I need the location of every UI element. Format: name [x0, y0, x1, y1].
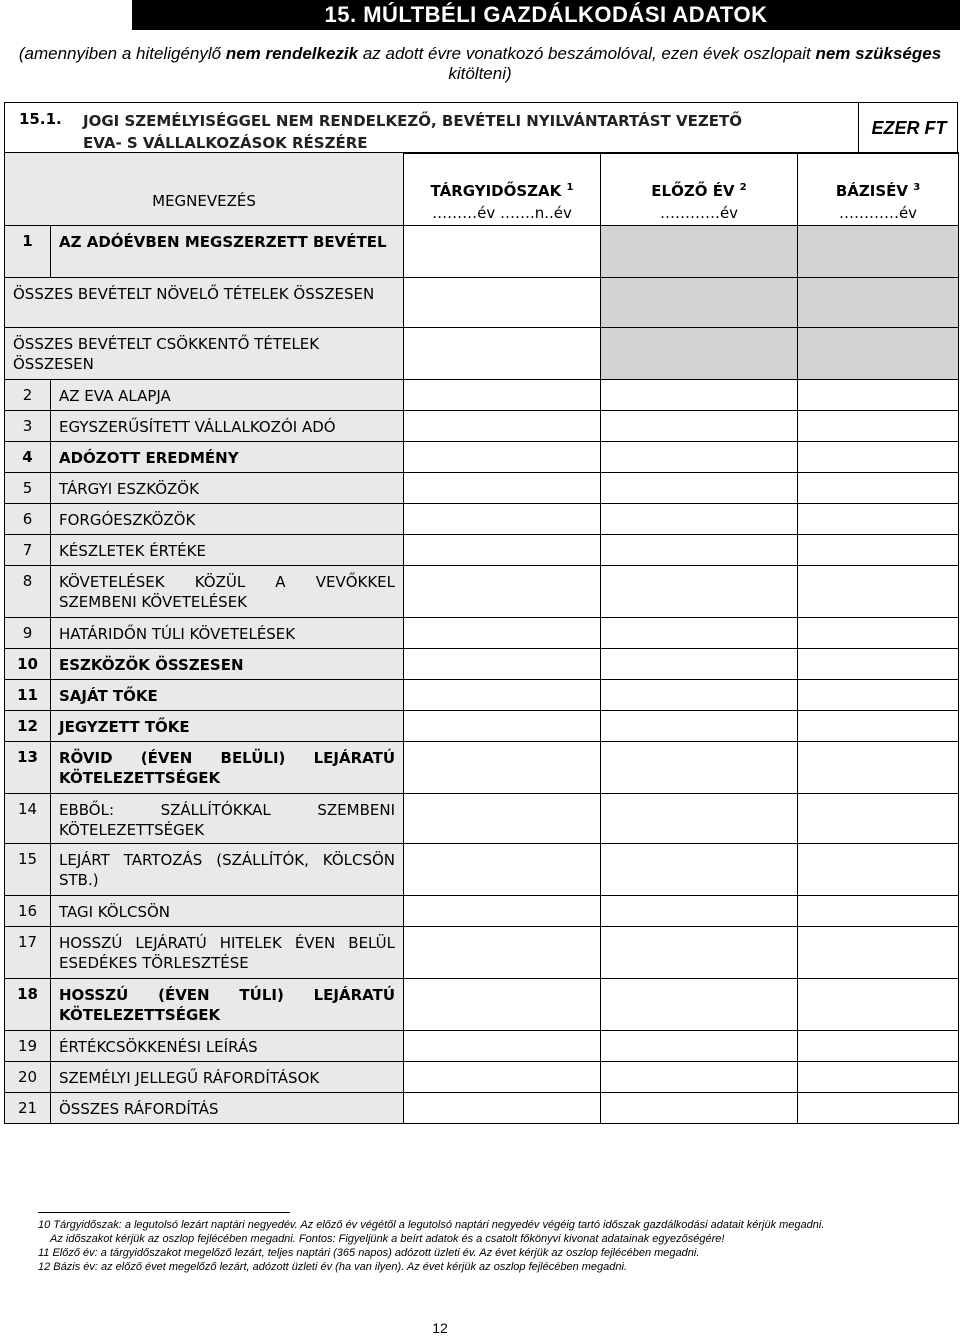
cell-baziser[interactable] [798, 328, 959, 380]
cell-elozo-ev[interactable] [601, 927, 798, 979]
cell-elozo-ev[interactable] [601, 618, 798, 649]
footnote-2: 11 Előző év: a tárgyidőszakot megelőző lezárt, teljes naptári (365 napos) adózott üzleti év. Az évet kérjük az oszlop fejlécében megadni. [38, 1247, 700, 1259]
cell-baziser[interactable] [798, 1062, 959, 1093]
section-title-line-1: JOGI SZEMÉLYISÉGGEL NEM RENDELKEZŐ, BEVÉTELI NYILVÁNTARTÁST VEZETŐ [83, 112, 742, 130]
row-number: 9 [5, 618, 51, 649]
cell-targyidoszak[interactable] [404, 618, 601, 649]
table-row [5, 649, 959, 680]
row-label: ÉRTÉKCSÖKKENÉSI LEÍRÁS [51, 1031, 404, 1062]
cell-elozo-ev[interactable] [601, 411, 798, 442]
col-header-baziser [798, 153, 959, 226]
cell-baziser[interactable] [798, 927, 959, 979]
cell-elozo-ev[interactable] [601, 680, 798, 711]
table-row [5, 328, 959, 380]
cell-elozo-ev[interactable] [601, 794, 798, 844]
cell-baziser[interactable] [798, 794, 959, 844]
cell-targyidoszak[interactable] [404, 794, 601, 844]
cell-baziser[interactable] [798, 504, 959, 535]
cell-targyidoszak[interactable] [404, 278, 601, 328]
row-number: 15 [5, 844, 51, 896]
cell-baziser[interactable] [798, 226, 959, 278]
cell-elozo-ev[interactable] [601, 979, 798, 1031]
row-label: HOSSZÚ LEJÁRATÚ HITELEK ÉVEN BELÜL ESEDÉKES TÖRLESZTÉSE [51, 927, 404, 979]
cell-targyidoszak[interactable] [404, 380, 601, 411]
table-row [5, 1031, 959, 1062]
col-header-elozo-ev [601, 153, 798, 226]
unit-label: EZER FT [858, 103, 959, 153]
footnote-rule [38, 1212, 290, 1213]
cell-targyidoszak[interactable] [404, 473, 601, 504]
cell-baziser[interactable] [798, 1031, 959, 1062]
cell-targyidoszak[interactable] [404, 649, 601, 680]
row-number: 16 [5, 896, 51, 927]
cell-elozo-ev[interactable] [601, 1093, 798, 1124]
page-title: 15. MÚLTBÉLI GAZDÁLKODÁSI ADATOK [132, 0, 960, 30]
cell-baziser[interactable] [798, 979, 959, 1031]
section-header [4, 102, 958, 154]
table-row [5, 226, 959, 278]
row-label: ÖSSZES BEVÉTELT NÖVELŐ TÉTELEK ÖSSZESEN [5, 278, 404, 328]
col3-period[interactable]: …………év [838, 204, 918, 222]
table-row [5, 618, 959, 649]
cell-baziser[interactable] [798, 442, 959, 473]
cell-targyidoszak[interactable] [404, 566, 601, 618]
row-label: HATÁRIDŐN TÚLI KÖVETELÉSEK [51, 618, 404, 649]
cell-targyidoszak[interactable] [404, 535, 601, 566]
col1-footnote-ref: 1 [566, 182, 574, 193]
cell-baziser[interactable] [798, 278, 959, 328]
cell-elozo-ev[interactable] [601, 649, 798, 680]
row-label: SAJÁT TŐKE [51, 680, 404, 711]
row-label: TAGI KÖLCSÖN [51, 896, 404, 927]
row-number: 10 [5, 649, 51, 680]
col1-title: TÁRGYIDŐSZAK [430, 182, 562, 200]
cell-targyidoszak[interactable] [404, 442, 601, 473]
cell-targyidoszak[interactable] [404, 411, 601, 442]
footnote-1-cont: Az időszakot kérjük az oszlop fejlécében megadni. Fontos: Figyeljünk a beírt adatok és a csatolt főkönyvi kivonat adatainak egyezőségére! [50, 1233, 725, 1245]
row-number: 18 [5, 979, 51, 1031]
row-label: ESZKÖZÖK ÖSSZESEN [51, 649, 404, 680]
row-number: 14 [5, 794, 51, 844]
row-number: 6 [5, 504, 51, 535]
row-label: FORGÓESZKÖZÖK [51, 504, 404, 535]
cell-elozo-ev[interactable] [601, 566, 798, 618]
cell-baziser[interactable] [798, 618, 959, 649]
section-number: 15.1. [19, 110, 62, 128]
table-row [5, 442, 959, 473]
row-number: 17 [5, 927, 51, 979]
row-label: LEJÁRT TARTOZÁS (SZÁLLÍTÓK, KÖLCSÖN STB.) [51, 844, 404, 896]
col3-title: BÁZISÉV [835, 182, 908, 200]
cell-elozo-ev[interactable] [601, 278, 798, 328]
cell-targyidoszak[interactable] [404, 844, 601, 896]
cell-targyidoszak[interactable] [404, 896, 601, 927]
footnotes [38, 1218, 958, 1274]
table-row [5, 278, 959, 328]
cell-elozo-ev[interactable] [601, 473, 798, 504]
cell-elozo-ev[interactable] [601, 844, 798, 896]
subtitle-bold-2: nem szükséges [815, 44, 942, 63]
cell-elozo-ev[interactable] [601, 442, 798, 473]
table-row [5, 711, 959, 742]
row-number: 21 [5, 1093, 51, 1124]
footnote-1: 10 Tárgyidőszak: a legutolsó lezárt naptári negyedév. Az előző év végétől a legutolsó naptári negyedév végéig tartó időszak gazdálkodási adatait kérjük megadni. [38, 1219, 825, 1231]
col2-title: ELŐZŐ ÉV [651, 182, 735, 200]
financial-data-table [4, 152, 959, 1124]
cell-baziser[interactable] [798, 680, 959, 711]
cell-targyidoszak[interactable] [404, 927, 601, 979]
row-number: 7 [5, 535, 51, 566]
row-label: ÖSSZES BEVÉTELT CSÖKKENTŐ TÉTELEK ÖSSZESEN [5, 328, 404, 380]
table-row [5, 1093, 959, 1124]
subtitle-post: kitölteni) [448, 64, 512, 83]
col-header-targyidoszak [404, 153, 601, 226]
row-label: HOSSZÚ (ÉVEN TÚLI) LEJÁRATÚ KÖTELEZETTSÉGEK [51, 979, 404, 1031]
table-row [5, 844, 959, 896]
table-row [5, 504, 959, 535]
row-number: 2 [5, 380, 51, 411]
cell-targyidoszak[interactable] [404, 979, 601, 1031]
cell-targyidoszak[interactable] [404, 711, 601, 742]
cell-targyidoszak[interactable] [404, 742, 601, 794]
cell-elozo-ev[interactable] [601, 1031, 798, 1062]
cell-targyidoszak[interactable] [404, 226, 601, 278]
row-label: SZEMÉLYI JELLEGŰ RÁFORDÍTÁSOK [51, 1062, 404, 1093]
page-subtitle [0, 44, 960, 84]
cell-baziser[interactable] [798, 473, 959, 504]
row-number: 5 [5, 473, 51, 504]
cell-elozo-ev[interactable] [601, 504, 798, 535]
cell-targyidoszak[interactable] [404, 1062, 601, 1093]
row-label: KÖVETELÉSEK KÖZÜL A VEVŐKKEL SZEMBENI KÖVETELÉSEK [51, 566, 404, 618]
row-number: 4 [5, 442, 51, 473]
col3-footnote-ref: 3 [913, 182, 921, 193]
table-row [5, 680, 959, 711]
row-label: KÉSZLETEK ÉRTÉKE [51, 535, 404, 566]
col2-footnote-ref: 2 [739, 182, 747, 193]
table-row [5, 794, 959, 844]
row-number: 8 [5, 566, 51, 618]
table-row [5, 535, 959, 566]
col2-period[interactable]: …………év [659, 204, 739, 222]
name-column-header: MEGNEVEZÉS [5, 153, 404, 226]
cell-elozo-ev[interactable] [601, 896, 798, 927]
subtitle-bold-1: nem rendelkezik [225, 44, 359, 63]
cell-targyidoszak[interactable] [404, 504, 601, 535]
table-row [5, 566, 959, 618]
cell-targyidoszak[interactable] [404, 328, 601, 380]
row-number: 20 [5, 1062, 51, 1093]
row-number: 11 [5, 680, 51, 711]
cell-baziser[interactable] [798, 742, 959, 794]
row-number: 3 [5, 411, 51, 442]
section-title-line-2: EVA- S VÁLLALKOZÁSOK RÉSZÉRE [83, 134, 368, 152]
cell-baziser[interactable] [798, 844, 959, 896]
cell-baziser[interactable] [798, 896, 959, 927]
cell-elozo-ev[interactable] [601, 535, 798, 566]
table-row [5, 411, 959, 442]
cell-baziser[interactable] [798, 535, 959, 566]
row-label: JEGYZETT TŐKE [51, 711, 404, 742]
table-row [5, 979, 959, 1031]
row-label: ÖSSZES RÁFORDÍTÁS [51, 1093, 404, 1124]
subtitle-pre: (amennyiben a hiteligénylő [18, 44, 226, 63]
footnote-3: 12 Bázis év: az előző évet megelőző lezárt, adózott üzleti év (ha van ilyen). Az évet kérjük az oszlop fejlécében megadni. [38, 1261, 628, 1273]
cell-baziser[interactable] [798, 1093, 959, 1124]
table-row [5, 896, 959, 927]
row-label: AZ ADÓÉVBEN MEGSZERZETT BEVÉTEL [51, 226, 404, 278]
cell-elozo-ev[interactable] [601, 328, 798, 380]
table-header-row [5, 153, 959, 226]
row-number: 1 [5, 226, 51, 278]
row-label: TÁRGYI ESZKÖZÖK [51, 473, 404, 504]
section-title [83, 110, 821, 154]
table-row [5, 380, 959, 411]
table-row [5, 742, 959, 794]
table-row [5, 927, 959, 979]
row-number: 13 [5, 742, 51, 794]
row-label: EBBŐL: SZÁLLÍTÓKKAL SZEMBENI KÖTELEZETTSÉGEK [51, 794, 404, 844]
cell-baziser[interactable] [798, 711, 959, 742]
cell-elozo-ev[interactable] [601, 380, 798, 411]
cell-targyidoszak[interactable] [404, 680, 601, 711]
table-row [5, 1062, 959, 1093]
cell-elozo-ev[interactable] [601, 1062, 798, 1093]
cell-elozo-ev[interactable] [601, 711, 798, 742]
cell-baziser[interactable] [798, 380, 959, 411]
cell-targyidoszak[interactable] [404, 1093, 601, 1124]
row-label: RÖVID (ÉVEN BELÜLI) LEJÁRATÚ KÖTELEZETTSÉGEK [51, 742, 404, 794]
cell-baziser[interactable] [798, 649, 959, 680]
row-number: 12 [5, 711, 51, 742]
row-number: 19 [5, 1031, 51, 1062]
cell-elozo-ev[interactable] [601, 742, 798, 794]
row-label: EGYSZERŰSÍTETT VÁLLALKOZÓI ADÓ [51, 411, 404, 442]
subtitle-mid: az adott évre vonatkozó beszámolóval, ezen évek oszlopait [358, 44, 816, 63]
cell-targyidoszak[interactable] [404, 1031, 601, 1062]
row-label: ADÓZOTT EREDMÉNY [51, 442, 404, 473]
table-row [5, 473, 959, 504]
col1-period[interactable]: ………év …….n..év [432, 204, 572, 222]
cell-elozo-ev[interactable] [601, 226, 798, 278]
row-label: AZ EVA ALAPJA [51, 380, 404, 411]
cell-baziser[interactable] [798, 411, 959, 442]
cell-baziser[interactable] [798, 566, 959, 618]
page-number: 12 [432, 1320, 448, 1336]
